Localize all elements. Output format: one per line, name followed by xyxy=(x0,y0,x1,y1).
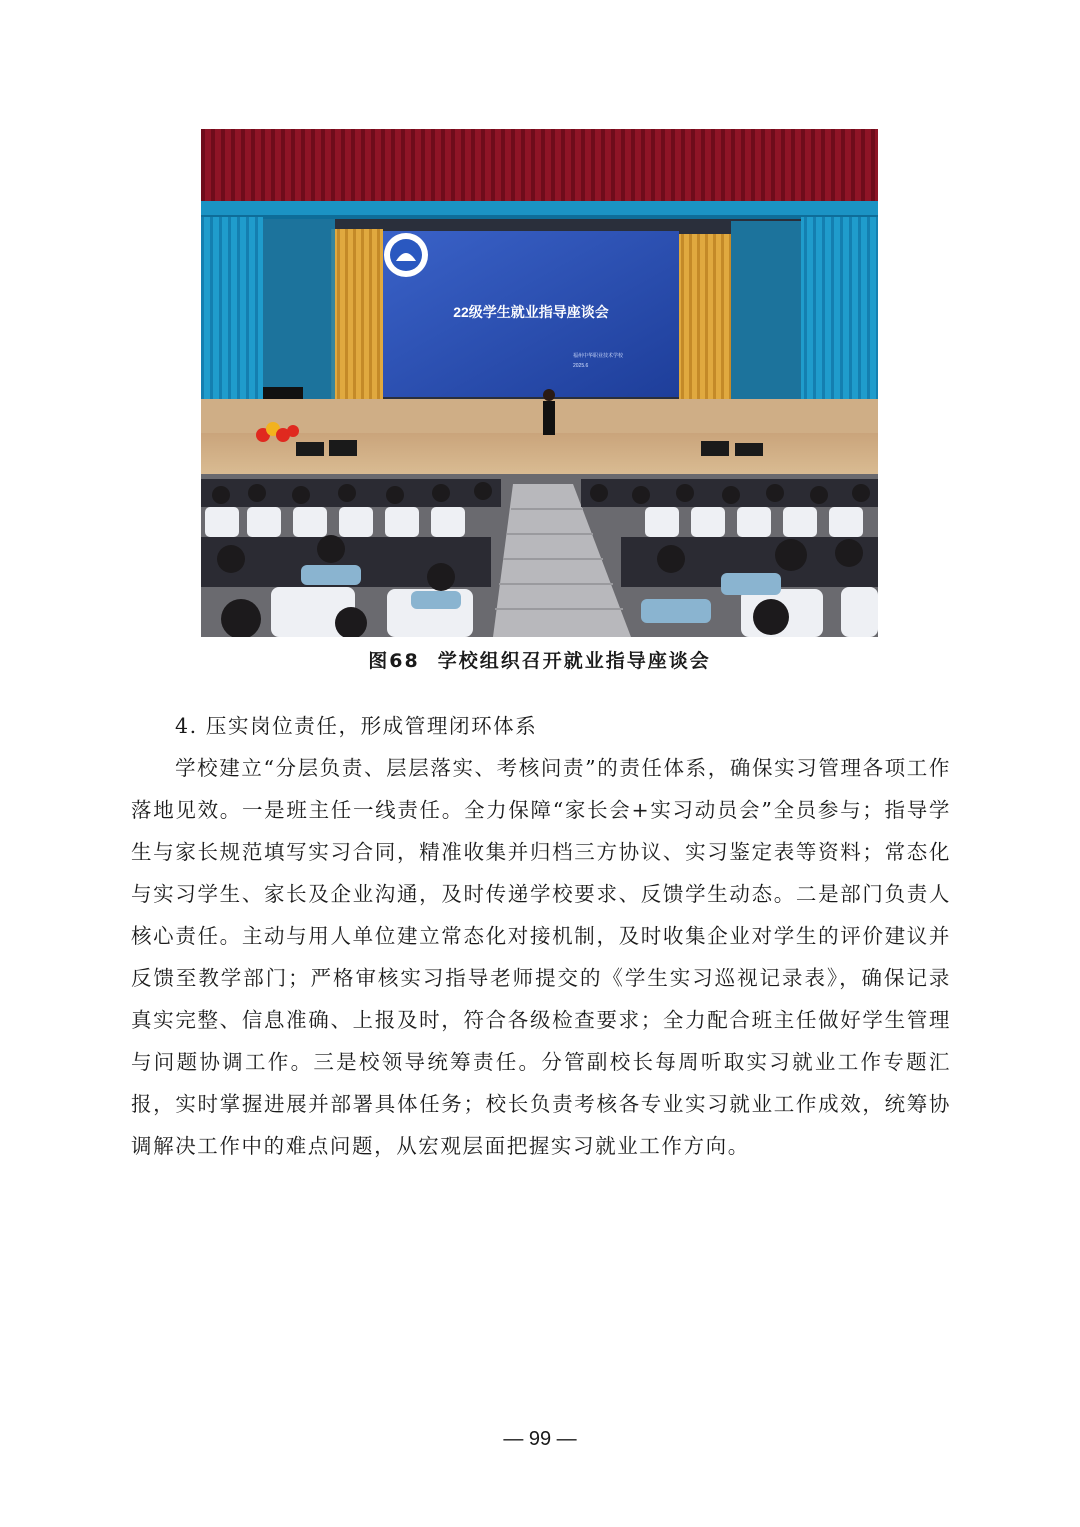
teal-curtain-left xyxy=(201,217,263,425)
screen-subtitle: 福州中华职业技术学校 xyxy=(573,353,624,359)
body-text xyxy=(131,705,951,1167)
teal-curtain-right xyxy=(801,217,878,427)
figure-caption xyxy=(201,646,878,673)
figure-title: 学校组织召开就业指导座谈会 xyxy=(437,650,711,672)
figure-number: 图68 xyxy=(368,650,420,672)
gold-curtain-right xyxy=(679,234,731,409)
presenter xyxy=(543,401,555,435)
screen-date: 2025.6 xyxy=(573,363,589,369)
page-number: — 99 — xyxy=(503,1428,577,1450)
screen-title: 22级学生就业指导座谈会 xyxy=(453,304,609,320)
auditorium-photo xyxy=(201,129,878,637)
figure-photo xyxy=(201,129,878,637)
section-heading: 4. 压实岗位责任，形成管理闭环体系 xyxy=(175,714,538,738)
red-valance xyxy=(201,129,878,201)
audience-left xyxy=(201,479,501,637)
gold-curtain-left xyxy=(331,229,383,407)
section-paragraph: 学校建立“分层负责、层层落实、考核问责”的责任体系，确保实习管理各项工作落地见效。一是班主任一线责任。全力保障“家长会+实习动员会”全员参与；指导学生与家长规范填写实习合同，精准收集并归档三方协议、实习鉴定表等资料；常态化与实习学生、家长及企业沟通，及时传递学校要求、反馈学生动态。二是部门负责人核心责任。主动与用人单位建立常态化对接机制，及时收集企业对学生的评价建议并反馈至教学部门；严格审核实习指导老师提交的《学生实习巡视记录表》，确保记录真实完整、信息准确、上报及时，符合各级检查要求；全力配合班主任做好学生管理与问题协调工作。三是校领导统筹责任。分管副校长每周听取实习就业工作专题汇报，实时掌握进展并部署具体任务；校长负责考核各专业实习就业工作成效，统筹协调解决工作中的难点问题，从宏观层面把握实习就业工作方向。 xyxy=(131,756,951,1158)
